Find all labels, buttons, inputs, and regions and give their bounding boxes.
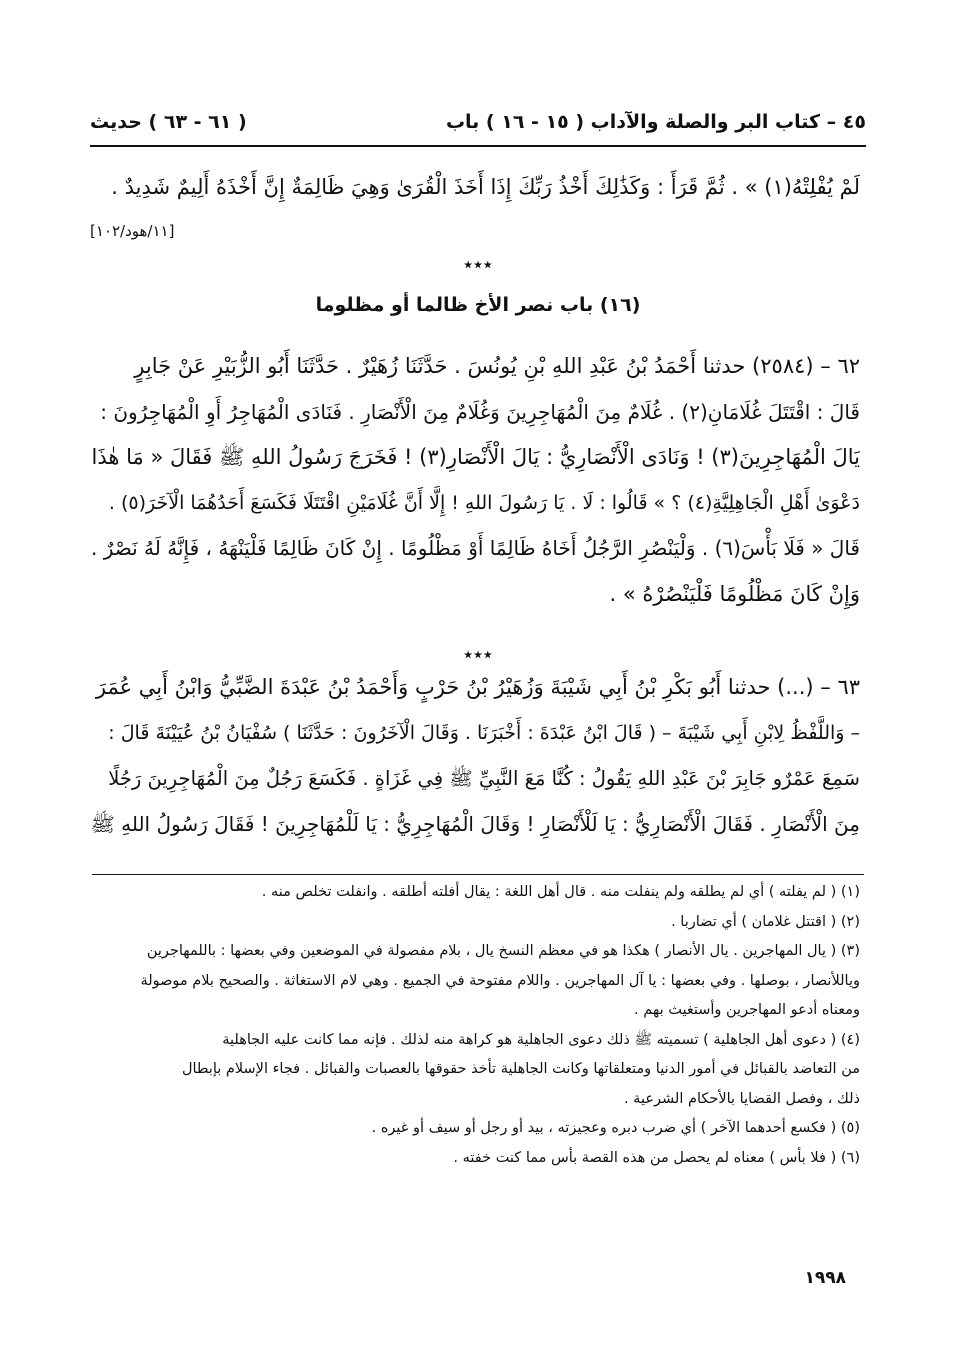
footnotes <box>90 878 860 1173</box>
header-book-chapter: ٤٥ – كتاب البر والصلة والآداب ( ١٥ - ١٦ ) باب <box>445 111 866 133</box>
page-number: ١٩٩٨ <box>804 1268 846 1288</box>
hadith-line: ٦٢ – (٢٥٨٤) حدثنا أَحْمَدُ بْنُ عَبْدِ اللهِ بْنِ يُونُسَ . حَدَّثَنَا زُهَيْرٌ . حَدَّثَنَا أَبُو الزُّبَيْرِ عَنْ جَابِرٍ <box>134 354 860 378</box>
verse-line: لَمْ يُفْلِتْهُ(١) » . ثُمَّ قَرَأَ : وَكَذَٰلِكَ أَخْذُ رَبِّكَ إِذَا أَخَذَ الْقُرَىٰ وَهِيَ ظَالِمَةٌ إِنَّ أَخْذَهُ أَلِيمٌ شَدِيدٌ . <box>111 175 860 199</box>
quran-reference: [١١/هود/١٠٢] <box>90 222 175 240</box>
hadith-62 <box>90 344 860 617</box>
hadith-line: يَالَ الْمُهَاجِرِينَ(٣) ! وَنَادَى الْأَنْصَارِيُّ : يَالَ الْأَنْصَارِ(٣) ! فَخَرَجَ رَسُولُ اللهِ ﷺ فَقَالَ « مَا هٰذَا <box>91 445 860 469</box>
footnote-line: (٣) ( يال المهاجرين . يال الأنصار ) هكذا هو في معظم النسخ يال ، بلام مفصولة في الموضعين وفي بعضها : باللمهاجرين <box>146 943 860 959</box>
verse-continuation <box>90 165 860 211</box>
footnote-line: ومعناه أدعو المهاجرين وأستغيث بهم . <box>634 1002 860 1018</box>
hadith-line: وَإِنْ كَانَ مَظْلُومًا فَلْيَنْصُرْهُ » . <box>609 581 860 606</box>
running-header <box>90 104 866 140</box>
footnote-line: (١) ( لم يفلته ) أي لم يطلقه ولم ينفلت منه . قال أهل اللغة : يقال أفلته أطلقه . وانفلت تخلص منه . <box>261 884 860 900</box>
footnote-line: (٢) ( اقتتل غلامان ) أي تضاربا . <box>671 913 860 930</box>
footnote <box>90 878 860 908</box>
footnote <box>90 1144 860 1174</box>
footnote-line: (٥) ( فكسع أحدهما الآخر ) أي ضرب دبره وعجيزته ، بيد أو رجل أو سيف أو غيره . <box>371 1120 860 1136</box>
chapter-heading: (١٦) باب نصر الأخ ظالما أو مظلوما <box>315 294 641 316</box>
footnote-divider <box>92 874 864 875</box>
hadith-line: ٦٣ – (...) حدثنا أَبُو بَكْرِ بْنُ أَبِي شَيْبَةَ وَزُهَيْرُ بْنُ حَرْبٍ وَأَحْمَدُ بْنُ عَبْدَةَ الضَّبِّيُّ وَابْنُ أَبِي عُمَرَ <box>95 675 860 699</box>
footnote <box>90 937 860 1026</box>
header-hadith-range: ( ٦١ - ٦٣ ) حديث <box>90 111 247 133</box>
footnote-line: (٦) ( فلا بأس ) معناه لم يحصل من هذه القصة بأس مما كنت خفته . <box>453 1149 860 1166</box>
footnote-line: ذلك ، وفصل القضايا بالأحكام الشرعية . <box>623 1090 860 1107</box>
header-divider <box>90 145 866 147</box>
footnote <box>90 1026 860 1115</box>
footnote-line: وياللأنصار ، بوصلها . وفي بعضها : يا آل المهاجرين . واللام مفتوحة في الجميع . وهي لام الاستغاثة . والصحيح بلام موصولة <box>140 972 860 989</box>
footnote-line: من التعاضد بالقبائل في أمور الدنيا ومتعلقاتها وكانت الجاهلية تأخذ حقوقها بالعصبات والقبائل . فجاء الإسلام بإبطال <box>181 1061 860 1077</box>
hadith-line: – وَاللَّفْظُ لِابْنِ أَبِي شَيْبَةَ – ( قَالَ ابْنُ عَبْدَةَ : أَخْبَرَنَا . وَقَالَ الْآخَرُونَ : حَدَّثَنَا ) سُفْيَانُ بْنُ عُيَيْنَةَ قَالَ : <box>108 721 860 744</box>
footnote-line: (٤) ( دعوى أهل الجاهلية ) تسميته ﷺ ذلك دعوى الجاهلية هو كراهة منه لذلك . فإنه مما كانت عليه الجاهلية <box>222 1031 860 1048</box>
hadith-line: مِنَ الْأَنْصَارِ . فَقَالَ الْأَنْصَارِيُّ : يَا لَلْأَنْصَارِ ! وَقَالَ الْمُهَاجِرِيُّ : يَا لَلْمُهَاجِرِينَ ! فَقَالَ رَسُولُ اللهِ ﷺ <box>90 811 860 836</box>
hadith-line: قَالَ : اقْتَتَلَ غُلَامَانِ(٢) . غُلَامٌ مِنَ الْمُهَاجِرِينَ وَغُلَامٌ مِنَ الْأَنْصَارِ . فَنَادَى الْمُهَاجِرُ أَوِ الْمُهَاجِرُونَ : <box>100 399 860 424</box>
hadith-line: سَمِعَ عَمْرٌو جَابِرَ بْنَ عَبْدِ اللهِ يَقُولُ : كُنَّا مَعَ النَّبِيِّ ﷺ فِي غَزَاةٍ . فَكَسَعَ رَجُلٌ مِنَ الْمُهَاجِرِينَ رَجُلًا <box>108 767 860 790</box>
hadith-line: قَالَ « فَلَا بَأْسَ(٦) . وَلْيَنْصُرِ الرَّجُلُ أَخَاهُ ظَالِمًا أَوْ مَظْلُومًا . إِنْ كَانَ ظَالِمًا فَلْيَنْهَهُ ، فَإِنَّهُ لَهُ نَصْرٌ . <box>91 536 860 560</box>
section-separator: ٭٭٭ <box>463 254 493 275</box>
footnote <box>90 1114 860 1144</box>
footnote <box>90 908 860 938</box>
section-separator: ٭٭٭ <box>463 644 493 665</box>
hadith-63 <box>90 665 860 847</box>
hadith-line: دَعْوَىٰ أَهْلِ الْجَاهِلِيَّةِ(٤) ؟ » قَالُوا : لَا . يَا رَسُولَ اللهِ ! إِلَّا أَنَّ غُلَامَيْنِ اقْتَتَلَا فَكَسَعَ أَحَدُهُمَا الْآخَرَ(٥) . <box>108 491 860 514</box>
